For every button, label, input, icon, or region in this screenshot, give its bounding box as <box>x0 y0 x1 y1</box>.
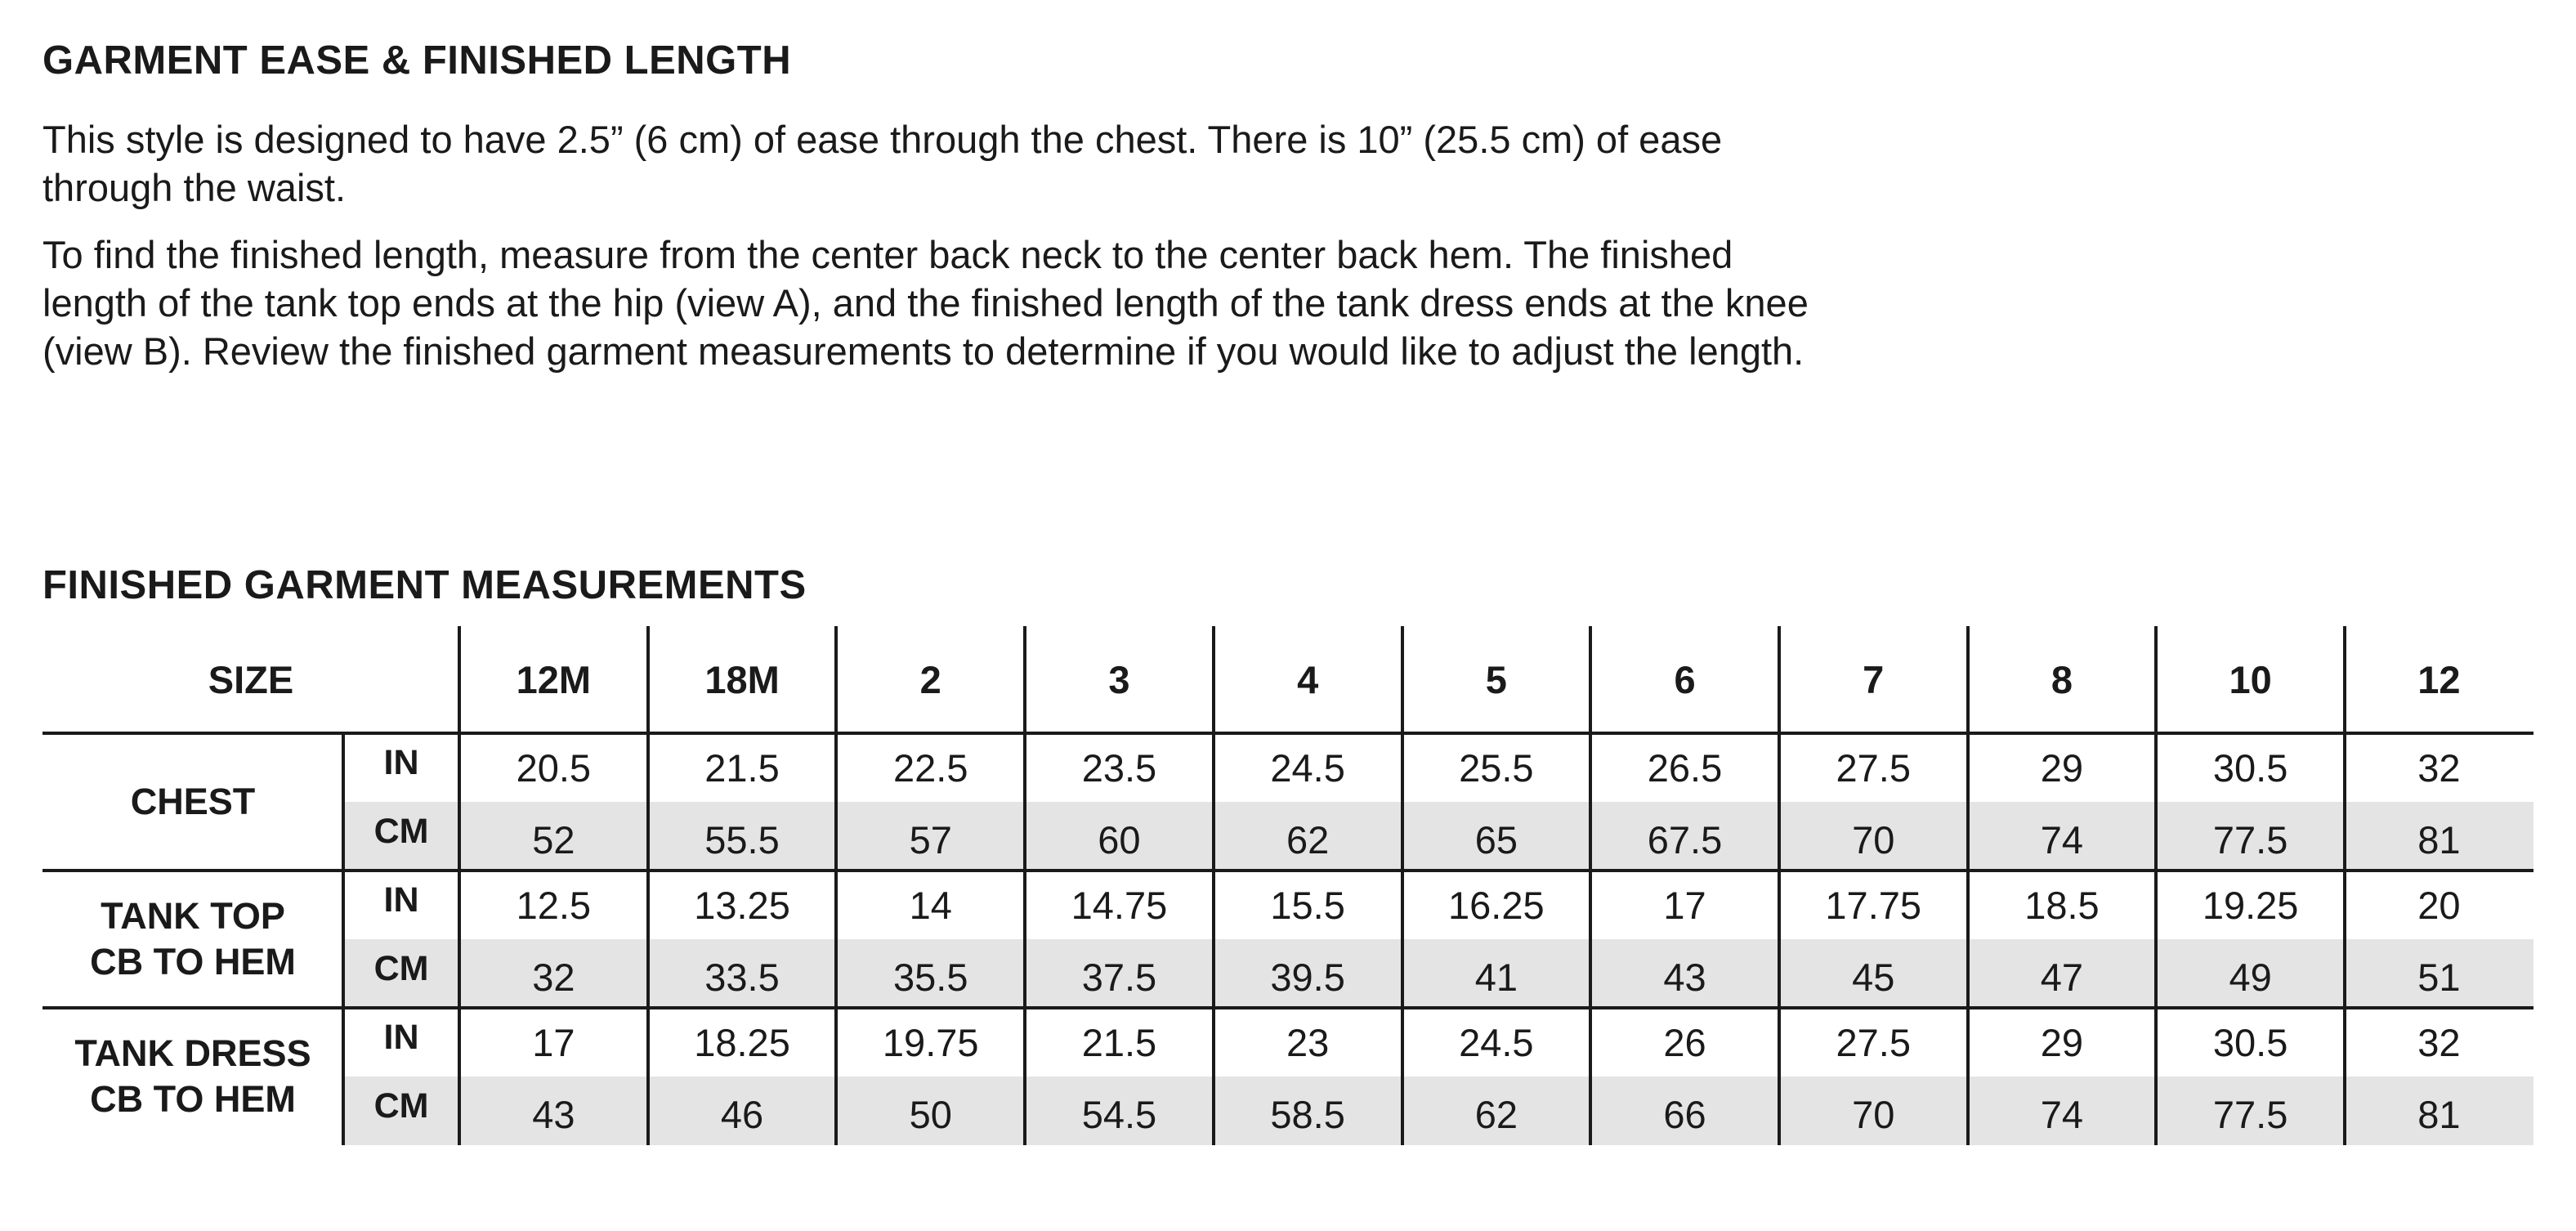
value-cell-cm: 43 <box>532 1092 575 1136</box>
measurement-label-line: TANK DRESS <box>74 1032 311 1074</box>
value-cell-in: 27.5 <box>1836 1020 1911 1064</box>
size-header: 4 <box>1297 658 1319 701</box>
value-cell-cm: 54.5 <box>1081 1092 1157 1136</box>
value-cell-in: 17 <box>532 1020 575 1064</box>
value-cell-cm: 52 <box>532 817 575 862</box>
size-header-label: SIZE <box>208 658 294 701</box>
size-header: 7 <box>1863 658 1885 701</box>
unit-label-in: IN <box>383 880 419 920</box>
measurements-section-title: FINISHED GARMENT MEASUREMENTS <box>42 563 807 607</box>
value-cell-cm: 62 <box>1286 817 1330 862</box>
measurement-label <box>42 1008 343 1145</box>
value-cell-in: 24.5 <box>1270 745 1345 790</box>
value-cell-cm: 33.5 <box>704 955 780 999</box>
value-cell-cm: 57 <box>909 817 952 862</box>
size-header: 2 <box>919 658 941 701</box>
ease-paragraph: This style is designed to have 2.5” (6 cm) of ease through the chest. There is 10” (25.5 cm) of ease through the waist. <box>42 118 1723 209</box>
value-cell-in: 15.5 <box>1270 883 1345 927</box>
value-cell-in: 18.5 <box>2024 883 2100 927</box>
value-cell-cm: 74 <box>2040 817 2084 862</box>
unit-label-cm: CM <box>373 948 429 988</box>
value-cell-cm: 77.5 <box>2212 1092 2288 1136</box>
value-cell-cm: 51 <box>2417 955 2461 999</box>
value-cell-cm: 70 <box>1852 1092 1895 1136</box>
value-cell-in: 32 <box>2417 1020 2461 1064</box>
value-cell-cm: 60 <box>1098 817 1141 862</box>
value-cell-cm: 49 <box>2229 955 2272 999</box>
value-cell-in: 21.5 <box>1081 1020 1157 1064</box>
value-cell-in: 17.75 <box>1825 883 1922 927</box>
value-cell-in: 26 <box>1663 1020 1706 1064</box>
value-cell-in: 30.5 <box>2212 1020 2288 1064</box>
value-cell-in: 22.5 <box>892 745 968 790</box>
value-cell-in: 17 <box>1663 883 1706 927</box>
measurement-label-line: CB TO HEM <box>90 1078 296 1120</box>
unit-label-in: IN <box>383 742 419 782</box>
value-cell-in: 23 <box>1286 1020 1330 1064</box>
unit-label-in: IN <box>383 1017 419 1057</box>
value-cell-in: 29 <box>2040 1020 2084 1064</box>
value-cell-in: 13.25 <box>694 883 790 927</box>
value-cell-in: 19.25 <box>2202 883 2299 927</box>
value-cell-in: 14 <box>909 883 952 927</box>
value-cell-in: 20.5 <box>516 745 592 790</box>
value-cell-cm: 47 <box>2040 955 2084 999</box>
value-cell-cm: 70 <box>1852 817 1895 862</box>
value-cell-in: 26.5 <box>1647 745 1723 790</box>
finished-length-paragraph: To find the finished length, measure from the center back neck to the center back hem. The finished length of the tank top ends at the hip (view A), and the finished length of the tank dress ends at the knee (view B). Review the finished garment measurements to determine if you would like to adjust the length. <box>42 233 1809 373</box>
value-cell-cm: 67.5 <box>1647 817 1723 862</box>
value-cell-cm: 65 <box>1474 817 1518 862</box>
value-cell-cm: 58.5 <box>1270 1092 1345 1136</box>
value-cell-in: 32 <box>2417 745 2461 790</box>
size-header: 18M <box>704 658 780 701</box>
value-cell-cm: 43 <box>1663 955 1706 999</box>
unit-label-cm: CM <box>373 1086 429 1126</box>
value-cell-in: 20 <box>2417 883 2461 927</box>
value-cell-in: 25.5 <box>1459 745 1534 790</box>
measurement-label-line: CB TO HEM <box>90 941 296 983</box>
unit-label-cm: CM <box>373 811 429 851</box>
value-cell-cm: 81 <box>2417 817 2461 862</box>
value-cell-cm: 74 <box>2040 1092 2084 1136</box>
value-cell-in: 30.5 <box>2212 745 2288 790</box>
value-cell-in: 16.25 <box>1448 883 1545 927</box>
value-cell-in: 24.5 <box>1459 1020 1534 1064</box>
measurement-label <box>42 871 343 1008</box>
value-cell-cm: 46 <box>720 1092 764 1136</box>
size-header: 10 <box>2229 658 2272 701</box>
value-cell-cm: 81 <box>2417 1092 2461 1136</box>
value-cell-cm: 77.5 <box>2212 817 2288 862</box>
measurement-label <box>42 733 343 871</box>
value-cell-cm: 35.5 <box>892 955 968 999</box>
ease-section-title: GARMENT EASE & FINISHED LENGTH <box>42 38 792 83</box>
size-header: 12 <box>2417 658 2461 701</box>
measurements-table <box>42 0 2534 1231</box>
value-cell-cm: 37.5 <box>1081 955 1157 999</box>
value-cell-in: 12.5 <box>516 883 592 927</box>
value-cell-in: 29 <box>2040 745 2084 790</box>
value-cell-in: 21.5 <box>704 745 780 790</box>
size-header: 6 <box>1674 658 1696 701</box>
size-header: 8 <box>2051 658 2073 701</box>
value-cell-cm: 41 <box>1474 955 1518 999</box>
value-cell-cm: 62 <box>1474 1092 1518 1136</box>
value-cell-in: 23.5 <box>1081 745 1157 790</box>
measurement-label-line: TANK TOP <box>101 895 285 937</box>
value-cell-cm: 45 <box>1852 955 1895 999</box>
measurement-label-line: CHEST <box>130 781 256 822</box>
value-cell-cm: 50 <box>909 1092 952 1136</box>
value-cell-cm: 39.5 <box>1270 955 1345 999</box>
value-cell-cm: 66 <box>1663 1092 1706 1136</box>
size-header: 3 <box>1108 658 1130 701</box>
value-cell-cm: 32 <box>532 955 575 999</box>
value-cell-in: 19.75 <box>882 1020 979 1064</box>
value-cell-cm: 55.5 <box>704 817 780 862</box>
value-cell-in: 18.25 <box>694 1020 790 1064</box>
value-cell-in: 14.75 <box>1071 883 1168 927</box>
size-header: 5 <box>1485 658 1507 701</box>
value-cell-in: 27.5 <box>1836 745 1911 790</box>
size-header: 12M <box>516 658 592 701</box>
